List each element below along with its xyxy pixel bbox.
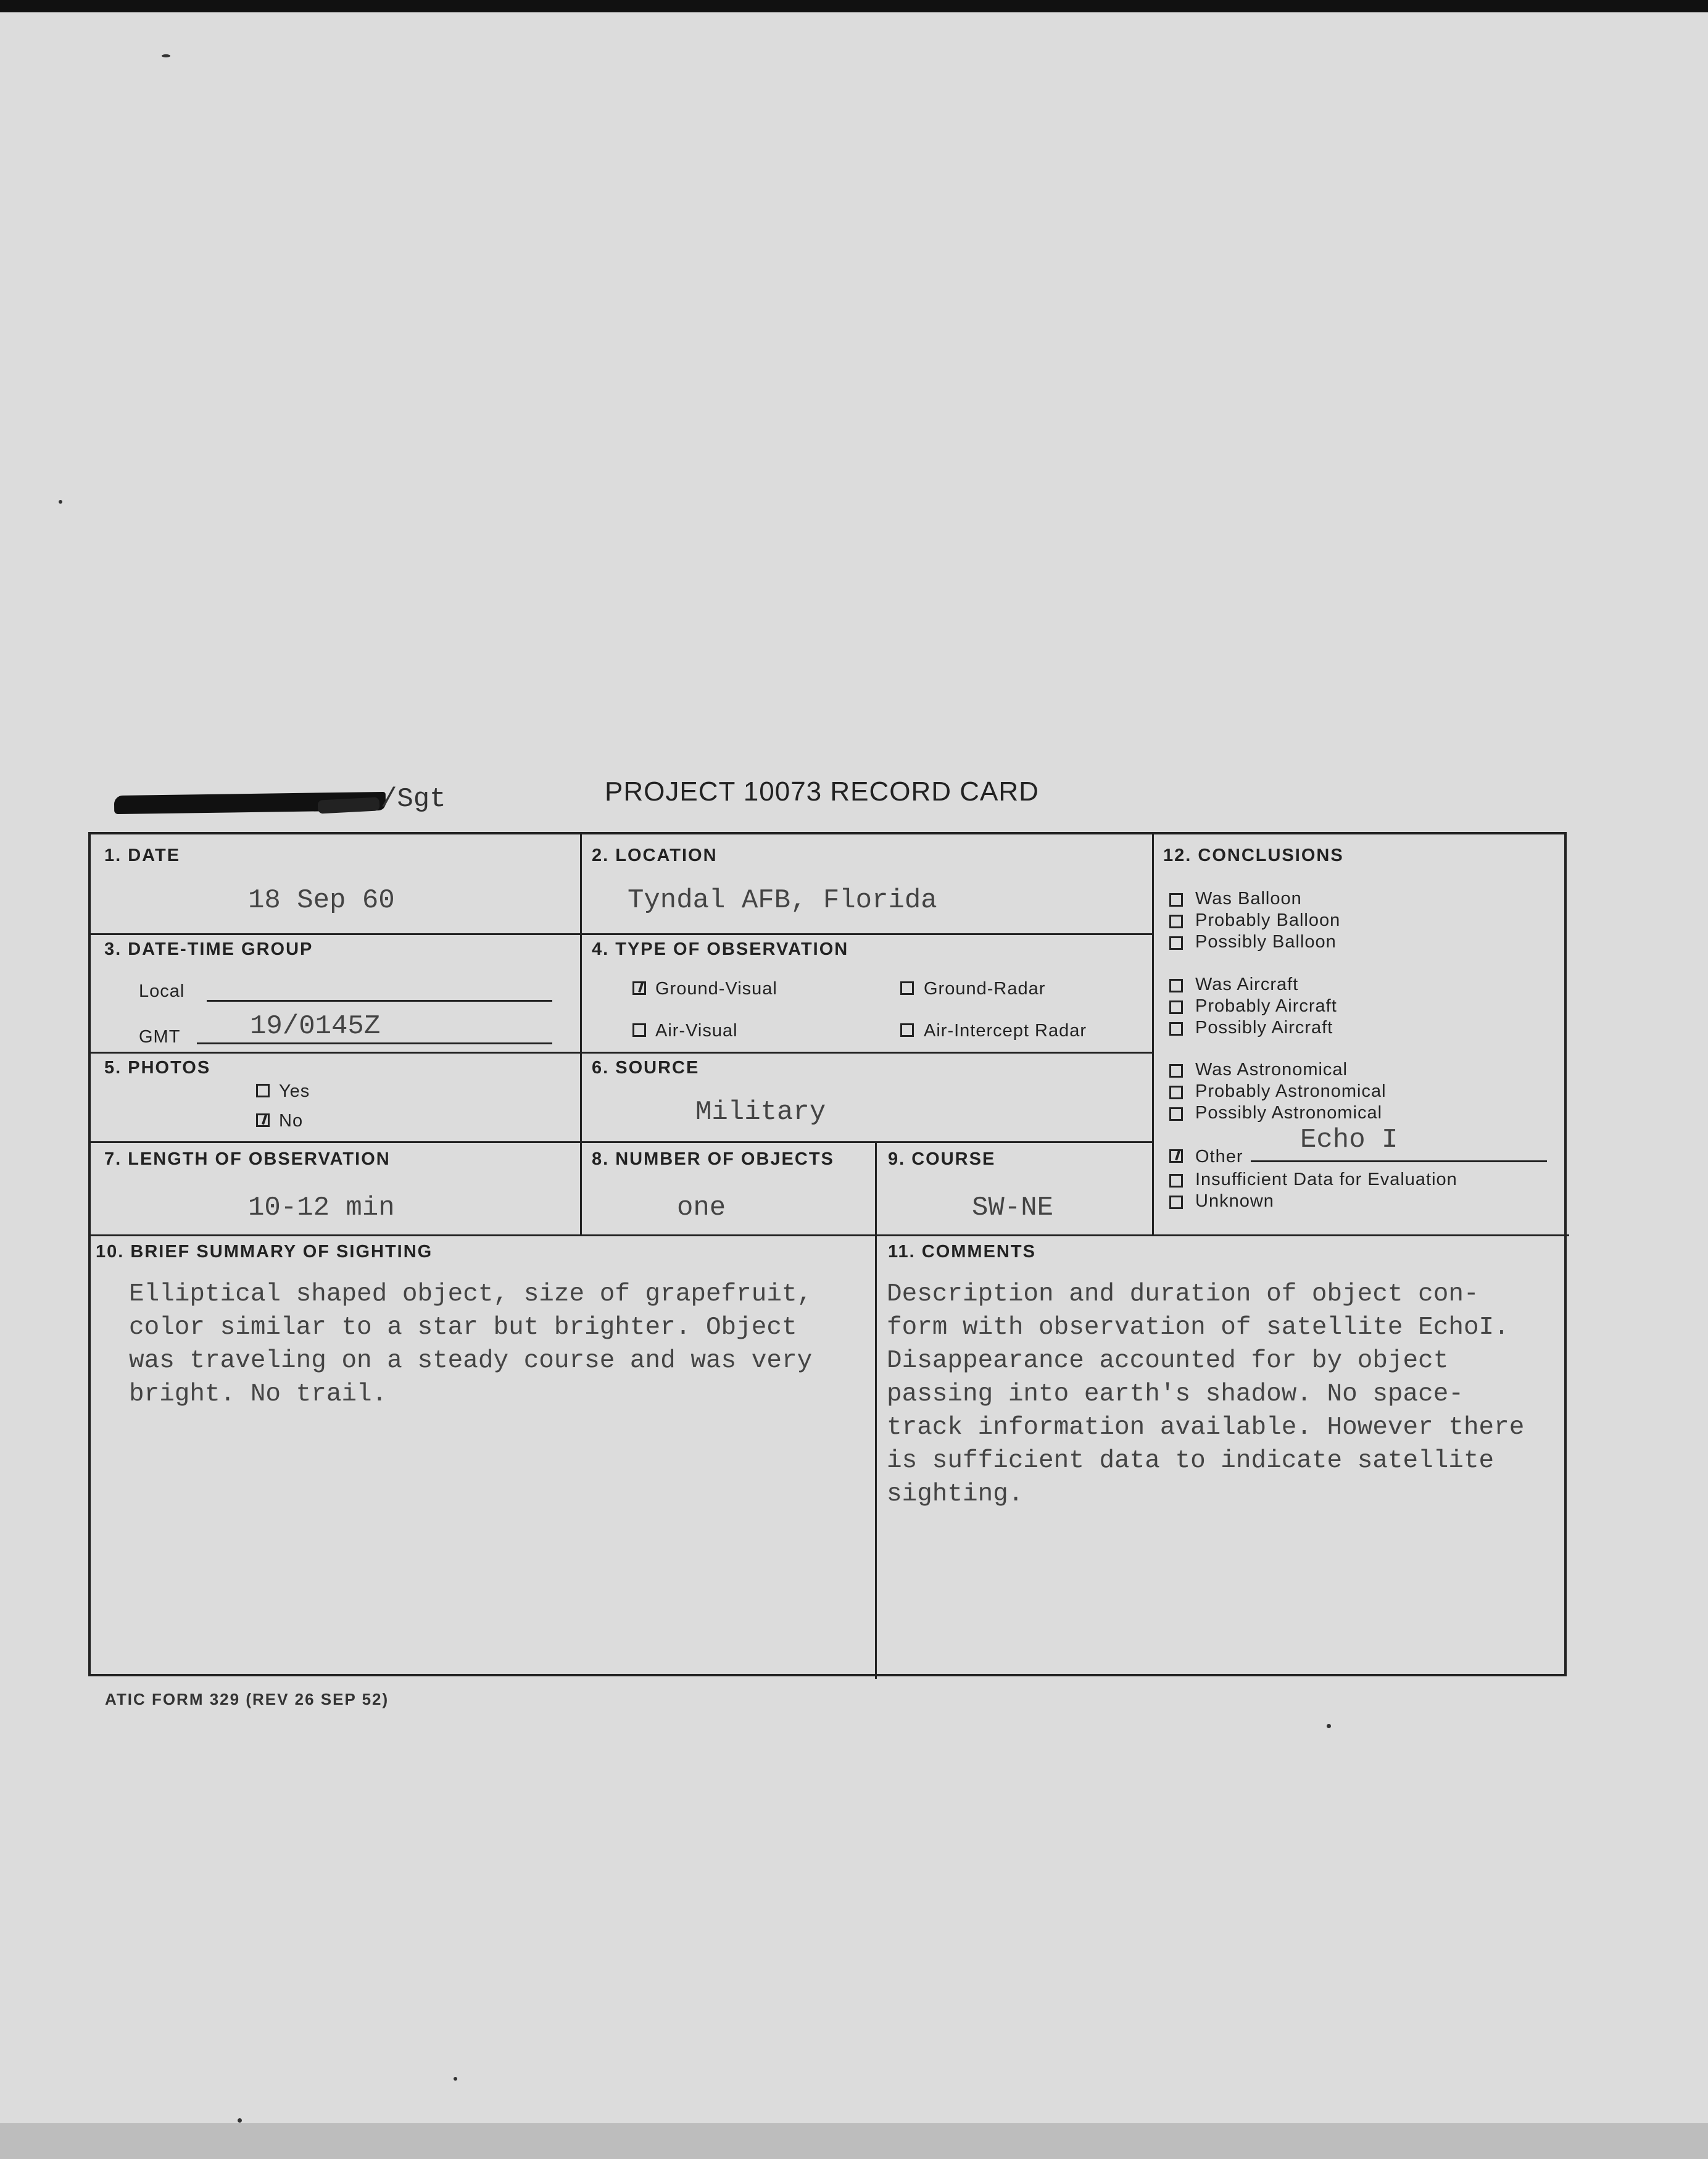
conclusion-other-label: Other xyxy=(1195,1147,1243,1167)
conclusion-checkbox[interactable] xyxy=(1169,1000,1183,1014)
comments-line: Disappearance accounted for by object xyxy=(887,1347,1449,1375)
card-title: PROJECT 10073 RECORD CARD xyxy=(605,776,1039,807)
scan-speck xyxy=(1327,1724,1331,1728)
summary-line: color similar to a star but brighter. Object xyxy=(129,1313,797,1342)
ground-visual-checkbox[interactable] xyxy=(632,981,646,995)
conclusion-checkbox[interactable] xyxy=(1169,915,1183,928)
summary-line: was traveling on a steady course and was very xyxy=(129,1347,813,1375)
date-value: 18 Sep 60 xyxy=(248,885,395,916)
summary-line: bright. No trail. xyxy=(129,1380,388,1408)
dtg-gmt-value: 19/0145Z xyxy=(250,1011,381,1042)
conclusion-label: Possibly Aircraft xyxy=(1195,1018,1333,1038)
ground-radar-label: Ground-Radar xyxy=(924,979,1046,999)
comments-line: sighting. xyxy=(887,1480,1024,1508)
air-visual-checkbox[interactable] xyxy=(632,1023,646,1037)
comments-text xyxy=(887,1278,1524,1511)
conclusions-label: 12. CONCLUSIONS xyxy=(1163,846,1344,865)
comments-line: passing into earth's shadow. No space- xyxy=(887,1380,1464,1408)
length-label: 7. LENGTH OF OBSERVATION xyxy=(104,1149,391,1169)
dtg-local-label: Local xyxy=(139,981,185,1001)
conclusion-checkbox[interactable] xyxy=(1169,936,1183,950)
conclusion-other-value: Echo I xyxy=(1300,1125,1398,1155)
dtg-gmt-label: GMT xyxy=(139,1027,181,1047)
photos-yes-checkbox[interactable] xyxy=(256,1084,270,1097)
conclusion-label: Possibly Astronomical xyxy=(1195,1103,1383,1123)
photos-no-label: No xyxy=(279,1111,304,1131)
divider xyxy=(91,933,1152,935)
comments-line: Description and duration of object con- xyxy=(887,1280,1479,1308)
dtg-local-line xyxy=(207,1000,552,1002)
conclusion-checkbox[interactable] xyxy=(1169,893,1183,907)
dtg-label: 3. DATE-TIME GROUP xyxy=(104,939,313,959)
comments-label: 11. COMMENTS xyxy=(888,1242,1036,1262)
scan-bottom-edge xyxy=(0,2123,1708,2159)
record-card xyxy=(88,832,1567,1676)
conclusion-checkbox[interactable] xyxy=(1169,1022,1183,1036)
photos-label: 5. PHOTOS xyxy=(104,1058,211,1078)
conclusion-checkbox[interactable] xyxy=(1169,1174,1183,1188)
conclusion-label: Was Astronomical xyxy=(1195,1060,1348,1080)
photos-yes-label: Yes xyxy=(279,1081,310,1101)
conclusion-label: Probably Balloon xyxy=(1195,910,1341,930)
scan-speck xyxy=(238,2118,242,2123)
form-id: ATIC FORM 329 (REV 26 SEP 52) xyxy=(105,1690,389,1708)
conclusion-checkbox[interactable] xyxy=(1169,1107,1183,1121)
conclusion-checkbox[interactable] xyxy=(1169,1086,1183,1099)
num-objects-value: one xyxy=(677,1192,726,1223)
redaction-mark xyxy=(317,797,379,813)
summary-label: 10. BRIEF SUMMARY OF SIGHTING xyxy=(96,1242,433,1262)
location-label: 2. LOCATION xyxy=(592,846,718,865)
divider xyxy=(91,1052,1152,1054)
conclusion-label: Unknown xyxy=(1195,1191,1274,1211)
air-intercept-radar-checkbox[interactable] xyxy=(900,1023,914,1037)
type-obs-label: 4. TYPE OF OBSERVATION xyxy=(592,939,849,959)
conclusion-checkbox[interactable] xyxy=(1169,979,1183,992)
num-objects-label: 8. NUMBER OF OBJECTS xyxy=(592,1149,834,1169)
location-value: Tyndal AFB, Florida xyxy=(628,885,937,916)
divider xyxy=(875,1141,877,1679)
conclusion-checkbox[interactable] xyxy=(1169,1064,1183,1078)
ground-visual-label: Ground-Visual xyxy=(655,979,777,999)
course-value: SW-NE xyxy=(972,1192,1054,1223)
dtg-gmt-line xyxy=(197,1042,552,1044)
conclusion-label: Possibly Balloon xyxy=(1195,932,1337,952)
signature-line xyxy=(114,783,447,818)
date-label: 1. DATE xyxy=(104,846,181,865)
divider xyxy=(1152,834,1154,1234)
ground-radar-checkbox[interactable] xyxy=(900,981,914,995)
conclusion-label: Was Balloon xyxy=(1195,889,1302,909)
scan-speck xyxy=(454,2077,457,2081)
photos-no-checkbox[interactable] xyxy=(256,1113,270,1127)
conclusion-label: Probably Astronomical xyxy=(1195,1081,1387,1101)
scan-top-edge xyxy=(0,0,1708,12)
conclusion-other-line xyxy=(1251,1160,1547,1162)
source-value: Military xyxy=(695,1097,826,1128)
divider xyxy=(91,1234,1569,1236)
source-label: 6. SOURCE xyxy=(592,1058,700,1078)
conclusion-label: Probably Aircraft xyxy=(1195,996,1337,1016)
summary-text xyxy=(129,1278,812,1411)
signature-rank: /Sgt xyxy=(381,784,446,815)
conclusion-label: Was Aircraft xyxy=(1195,975,1299,994)
comments-line: form with observation of satellite EchoI. xyxy=(887,1313,1509,1342)
air-visual-label: Air-Visual xyxy=(655,1021,738,1041)
scan-speck xyxy=(59,500,62,504)
course-label: 9. COURSE xyxy=(888,1149,996,1169)
comments-line: track information available. However there xyxy=(887,1413,1525,1442)
conclusion-label: Insufficient Data for Evaluation xyxy=(1195,1170,1457,1189)
comments-line: is sufficient data to indicate satellite xyxy=(887,1447,1494,1475)
length-value: 10-12 min xyxy=(248,1192,395,1223)
scan-speck xyxy=(162,54,170,57)
summary-line: Elliptical shaped object, size of grapefruit, xyxy=(129,1280,813,1308)
conclusion-checkbox[interactable] xyxy=(1169,1196,1183,1209)
divider xyxy=(91,1141,1152,1143)
air-intercept-radar-label: Air-Intercept Radar xyxy=(924,1021,1087,1041)
divider xyxy=(580,834,582,1234)
conclusion-other-checkbox[interactable] xyxy=(1169,1149,1183,1163)
